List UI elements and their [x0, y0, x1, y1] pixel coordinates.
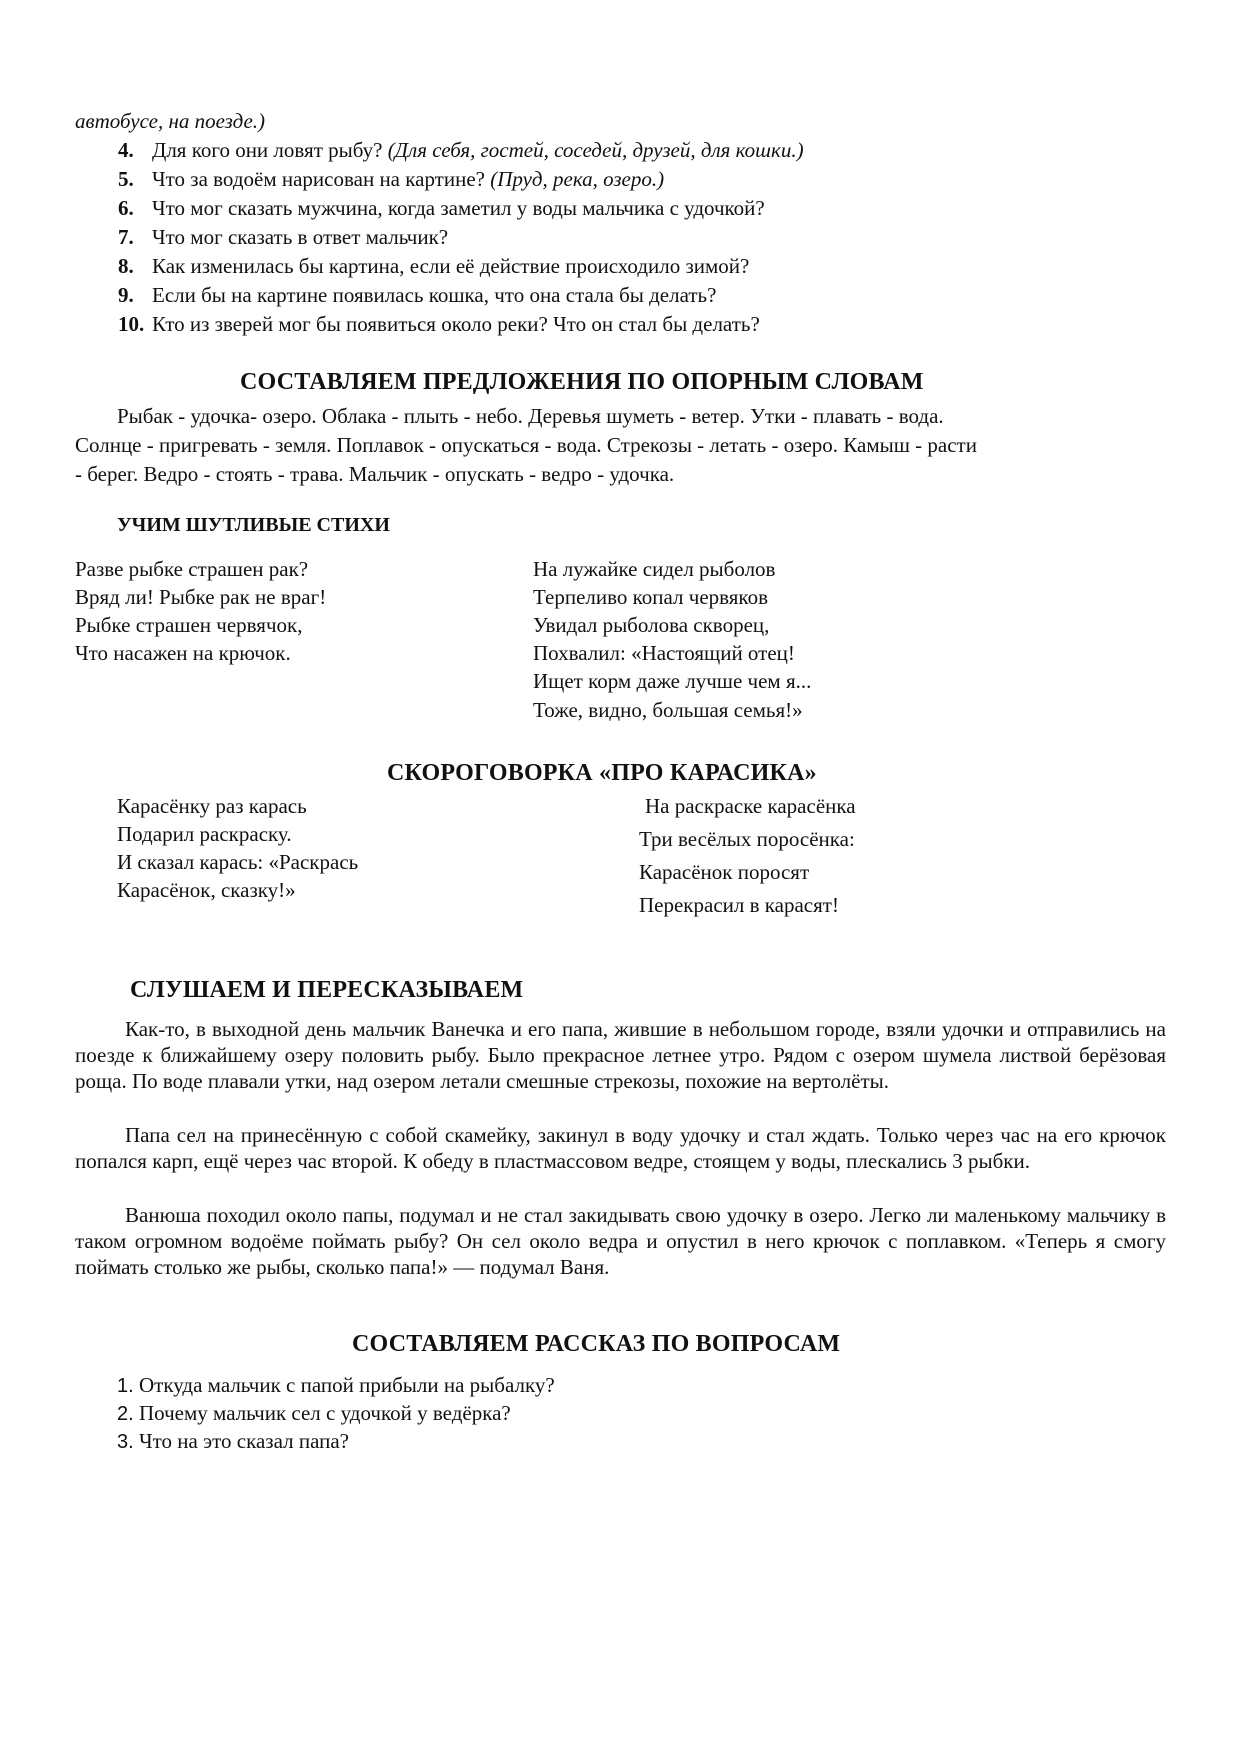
- poem-left-line: Рыбке страшен червячок,: [75, 613, 303, 637]
- story-question-text: Что на это сказал папа?: [139, 1429, 349, 1453]
- sentences-line: - берег. Ведро - стоять - трава. Мальчик - опускать - ведро - удочка.: [75, 462, 675, 486]
- poem-right-line: Ищет корм даже лучше чем я...: [533, 669, 812, 693]
- question-text: Что мог сказать в ответ мальчик?: [152, 225, 449, 249]
- question-text: Как изменилась бы картина, если её действие происходило зимой?: [152, 254, 750, 278]
- twister-left-line: Подарил раскраску.: [117, 822, 292, 846]
- question-number: 6.: [118, 196, 134, 220]
- twister-right-line: Перекрасил в карасят!: [639, 893, 839, 917]
- poem-left-line: Вряд ли! Рыбке рак не враг!: [75, 585, 327, 609]
- poem-right-line: Похвалил: «Настоящий отец!: [533, 641, 795, 665]
- question-item: [118, 253, 749, 279]
- question-answer: (Пруд, река, озеро.): [490, 167, 665, 191]
- story-paragraph: [75, 1122, 1166, 1174]
- poem-left-line: Что насажен на крючок.: [75, 641, 291, 665]
- question-number: 4.: [118, 138, 134, 162]
- question-number: 10.: [118, 312, 145, 336]
- question-item: [118, 137, 804, 163]
- question-text: Кто из зверей мог бы появиться около реки? Что он стал бы делать?: [152, 312, 760, 336]
- story-paragraph: [75, 1202, 1166, 1280]
- poem-right-line: Тоже, видно, большая семья!»: [533, 698, 803, 722]
- twister-right-line: Три весёлых поросёнка:: [639, 827, 855, 851]
- section-heading-story: СЛУШАЕМ И ПЕРЕСКАЗЫВАЕМ: [130, 977, 524, 1003]
- question-answer: (Для себя, гостей, соседей, друзей, для кошки.): [387, 138, 804, 162]
- story-paragraph-text: Ванюша походил около папы, подумал и не стал закидывать свою удочку в озеро. Легко ли маленькому мальчику в таком огромном водоёме поймать рыбу? Он сел около ведра и опустил в него крючок с поплавком. «Теперь я смогу поймать столько же рыбы, сколько папа!» — подумал Ваня.: [75, 1203, 1166, 1279]
- section-heading-sentences: СОСТАВЛЯЕМ ПРЕДЛОЖЕНИЯ ПО ОПОРНЫМ СЛОВАМ: [240, 369, 924, 395]
- story-question-item: [117, 1372, 555, 1399]
- sentences-line: Солнце - пригревать - земля. Поплавок - опускаться - вода. Стрекозы - летать - озеро. Камыш - расти: [75, 433, 977, 457]
- question-item: [118, 224, 448, 250]
- question-item: [118, 166, 664, 192]
- story-question-number: 3.: [117, 1431, 134, 1453]
- question-item: [118, 195, 765, 221]
- twister-left-line: И сказал карась: «Раскрась: [117, 850, 359, 874]
- twister-right-line: Карасёнок поросят: [639, 860, 810, 884]
- story-question-text: Почему мальчик сел с удочкой у ведёрка?: [139, 1401, 511, 1425]
- section-heading-story-questions: СОСТАВЛЯЕМ РАССКАЗ ПО ВОПРОСАМ: [352, 1331, 841, 1357]
- story-paragraph: [75, 1016, 1166, 1094]
- section-heading-tongue-twister: СКОРОГОВОРКА «ПРО КАРАСИКА»: [387, 760, 817, 786]
- question-text: Если бы на картине появилась кошка, что она стала бы делать?: [152, 283, 717, 307]
- question-number: 5.: [118, 167, 134, 191]
- question-text: Что мог сказать мужчина, когда заметил у воды мальчика с удочкой?: [152, 196, 765, 220]
- question-text: Для кого они ловят рыбу?: [152, 138, 388, 162]
- question-item: [118, 311, 760, 337]
- poem-right-line: Увидал рыболова скворец,: [533, 613, 770, 637]
- questions-intro-tail: автобусе, на поезде.): [75, 109, 266, 133]
- story-paragraph-text: Как-то, в выходной день мальчик Ванечка и его папа, жившие в небольшом городе, взяли удочки и отправились на поезде к ближайшему озеру половить рыбу. Было прекрасное летнее утро. Рядом с озером шумела листвой берёзовая роща. По воде плавали утки, над озером летали смешные стрекозы, похожие на вертолёты.: [75, 1017, 1166, 1093]
- twister-left-line: Карасёнку раз карась: [117, 794, 307, 818]
- story-question-item: [117, 1400, 511, 1427]
- question-text: Что за водоём нарисован на картине?: [152, 167, 491, 191]
- question-number: 7.: [118, 225, 134, 249]
- story-question-item: [117, 1428, 349, 1455]
- twister-left-line: Карасёнок, сказку!»: [117, 878, 296, 902]
- poem-right-line: На лужайке сидел рыболов: [533, 557, 776, 581]
- section-heading-poems: УЧИМ ШУТЛИВЫЕ СТИХИ: [117, 514, 390, 536]
- story-question-number: 1.: [117, 1375, 134, 1397]
- question-number: 8.: [118, 254, 134, 278]
- poem-right-line: Терпеливо копал червяков: [533, 585, 768, 609]
- twister-right-line: На раскраске карасёнка: [645, 794, 856, 818]
- poem-left-line: Разве рыбке страшен рак?: [75, 557, 309, 581]
- story-paragraph-text: Папа сел на принесённую с собой скамейку, закинул в воду удочку и стал ждать. Только через час на его крючок попался карп, ещё через час второй. К обеду в пластмассовом ведре, стоящем у воды, плескались 3 рыбки.: [75, 1123, 1166, 1173]
- question-item: [118, 282, 716, 308]
- story-question-number: 2.: [117, 1403, 134, 1425]
- story-question-text: Откуда мальчик с папой прибыли на рыбалку?: [139, 1373, 555, 1397]
- question-number: 9.: [118, 283, 134, 307]
- sentences-line: Рыбак - удочка- озеро. Облака - плыть - небо. Деревья шуметь - ветер. Утки - плавать - вода.: [117, 404, 944, 428]
